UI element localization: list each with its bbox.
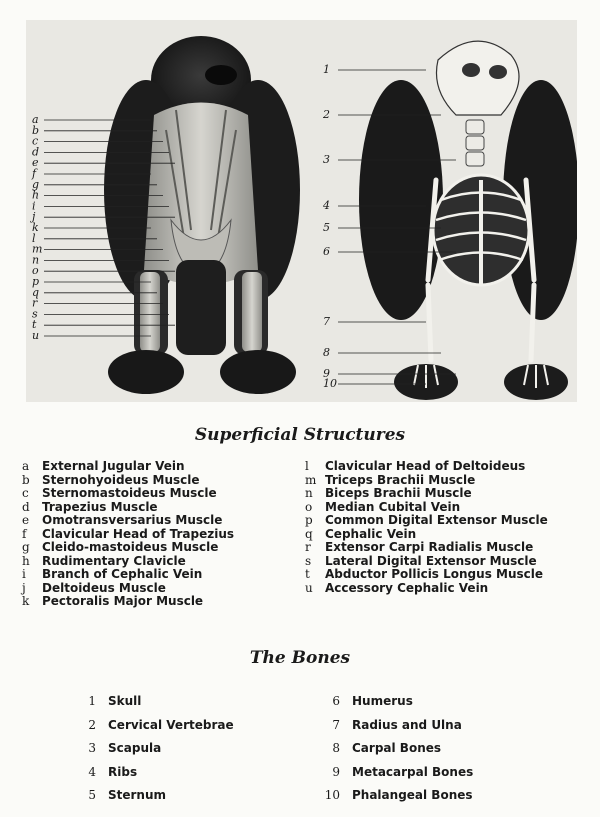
superficial-legend-right (305, 460, 548, 595)
bone-label: 5 (323, 221, 330, 234)
structure-letter: e (22, 513, 30, 527)
structure-letter: q (305, 526, 313, 541)
structure-letter: t (305, 567, 310, 581)
bone-number: 9 (332, 764, 340, 779)
bone-label: 9 (323, 367, 330, 380)
structure-name: Biceps Brachii Muscle (325, 486, 472, 500)
structure-item (22, 474, 234, 488)
muscle-label: h (32, 188, 40, 202)
structure-letter: r (305, 540, 311, 554)
bone-item (318, 690, 473, 714)
muscle-label: f (32, 167, 37, 180)
muscle-label: a (32, 113, 39, 126)
structure-letter: s (305, 553, 312, 568)
bone-item (74, 761, 234, 785)
structure-item (22, 501, 234, 515)
structure-item (305, 460, 548, 474)
structure-name: Clavicular Head of Deltoideus (325, 459, 526, 473)
bones-legend-right (318, 690, 473, 808)
bone-number: 8 (332, 741, 340, 755)
muscle-label: j (32, 210, 36, 224)
bone-item (318, 761, 473, 785)
structure-letter: u (305, 580, 313, 595)
structure-item (305, 541, 548, 555)
bone-label: 2 (323, 108, 330, 121)
structure-letter: f (22, 526, 27, 541)
muscle-label: r (32, 296, 38, 310)
muscle-label: s (32, 307, 38, 321)
structure-name: Clavicular Head of Trapezius (42, 526, 234, 541)
structure-item (305, 555, 548, 569)
structure-item (305, 474, 548, 488)
structure-letter: i (22, 567, 26, 581)
bone-item (318, 737, 473, 761)
structure-name: Deltoideus Muscle (42, 580, 166, 595)
muscle-label: d (32, 145, 40, 159)
bone-name: Metacarpal Bones (352, 764, 474, 779)
bone-item (318, 714, 473, 738)
structure-letter: a (22, 459, 30, 473)
muscle-label: i (32, 199, 36, 213)
structure-item (22, 568, 234, 582)
bone-name: Cervical Vertebrae (108, 717, 234, 732)
bone-number: 6 (332, 694, 340, 708)
superficial-structures-title: Superficial Structures (194, 425, 406, 445)
structure-name: Branch of Cephalic Vein (42, 567, 203, 581)
bone-name: Humerus (352, 694, 413, 708)
structure-item (305, 514, 548, 528)
bone-name: Phalangeal Bones (352, 788, 473, 802)
structure-name: Extensor Carpi Radialis Muscle (325, 540, 534, 554)
muscle-label: n (32, 253, 40, 267)
structure-name: Rudimentary Clavicle (42, 553, 186, 568)
structure-name: Common Digital Extensor Muscle (325, 513, 548, 527)
bone-item (74, 737, 234, 761)
structure-item (305, 528, 548, 542)
anatomy-illustration (26, 20, 577, 402)
bone-number: 5 (88, 788, 96, 802)
bone-number: 1 (88, 694, 96, 708)
bone-item (74, 784, 234, 808)
structure-name: Abductor Pollicis Longus Muscle (325, 567, 544, 581)
structure-name: Median Cubital Vein (325, 499, 461, 514)
structure-letter: j (22, 580, 26, 595)
structure-letter: d (22, 499, 30, 514)
structure-name: Sternomastoideus Muscle (42, 486, 217, 500)
structure-name: Trapezius Muscle (42, 499, 158, 514)
structure-letter: b (22, 472, 30, 487)
bone-label: 7 (323, 315, 330, 328)
bone-number: 4 (88, 764, 96, 779)
muscle-label: b (32, 123, 40, 137)
structure-item (22, 582, 234, 596)
structure-name: Accessory Cephalic Vein (325, 580, 489, 595)
superficial-legend-left (22, 460, 234, 609)
bone-number: 7 (332, 717, 340, 732)
structure-item (22, 460, 234, 474)
structure-letter: l (305, 459, 309, 473)
bone-number: 2 (88, 717, 96, 732)
structure-letter: h (22, 553, 30, 568)
bone-name: Carpal Bones (352, 741, 442, 755)
bone-name: Sternum (108, 788, 167, 802)
muscle-label: e (32, 156, 39, 170)
structure-letter: c (22, 486, 29, 500)
muscle-label: o (32, 264, 39, 278)
structure-item (22, 528, 234, 542)
structure-letter: p (305, 513, 313, 527)
bone-number: 3 (88, 741, 96, 755)
structure-name: Pectoralis Major Muscle (42, 594, 204, 608)
structure-name: Cleido-mastoideus Muscle (42, 540, 219, 554)
structure-name: Triceps Brachii Muscle (325, 472, 476, 487)
bone-item (74, 690, 234, 714)
bone-name: Skull (108, 694, 142, 708)
bone-name: Radius and Ulna (352, 717, 462, 732)
structure-item (22, 487, 234, 501)
dog-skeleton-view (359, 41, 577, 400)
bone-number: 10 (324, 788, 340, 802)
bone-name: Ribs (108, 764, 138, 779)
muscle-label: k (32, 221, 39, 234)
muscle-label: t (32, 318, 37, 332)
bone-label: 8 (323, 346, 330, 359)
structure-name: Cephalic Vein (325, 526, 417, 541)
bone-label: 4 (323, 199, 330, 212)
structure-item (22, 595, 234, 609)
muscle-label: m (32, 242, 43, 256)
bone-label: 6 (323, 245, 330, 258)
muscle-label: q (32, 285, 40, 299)
structure-name: Lateral Digital Extensor Muscle (325, 553, 537, 568)
bone-name: Scapula (108, 741, 162, 755)
muscle-label: l (32, 231, 36, 245)
structure-item (22, 541, 234, 555)
bone-label: 3 (323, 153, 330, 166)
structure-letter: m (305, 472, 317, 487)
muscle-label: g (32, 177, 40, 191)
structure-letter: k (22, 594, 30, 608)
muscle-label: c (32, 134, 39, 148)
dog-muscle-view (104, 36, 300, 394)
structure-item (305, 487, 548, 501)
anatomy-drawing (26, 20, 577, 402)
bone-label: 1 (323, 63, 330, 76)
bones-title: The Bones (249, 648, 351, 668)
structure-item (305, 501, 548, 515)
structure-item (305, 568, 548, 582)
bone-item (74, 714, 234, 738)
structure-item (305, 582, 548, 596)
structure-name: External Jugular Vein (42, 459, 185, 473)
structure-letter: g (22, 540, 30, 554)
structure-name: Omotransversarius Muscle (42, 513, 223, 527)
muscle-label: u (32, 329, 40, 342)
bones-legend-left (74, 690, 234, 808)
bone-item (318, 784, 473, 808)
structure-letter: o (305, 499, 313, 514)
bone-label: 10 (323, 377, 337, 390)
structure-name: Sternohyoideus Muscle (42, 472, 200, 487)
structure-letter: n (305, 486, 313, 500)
structure-item (22, 555, 234, 569)
muscle-label: p (32, 275, 40, 288)
structure-item (22, 514, 234, 528)
